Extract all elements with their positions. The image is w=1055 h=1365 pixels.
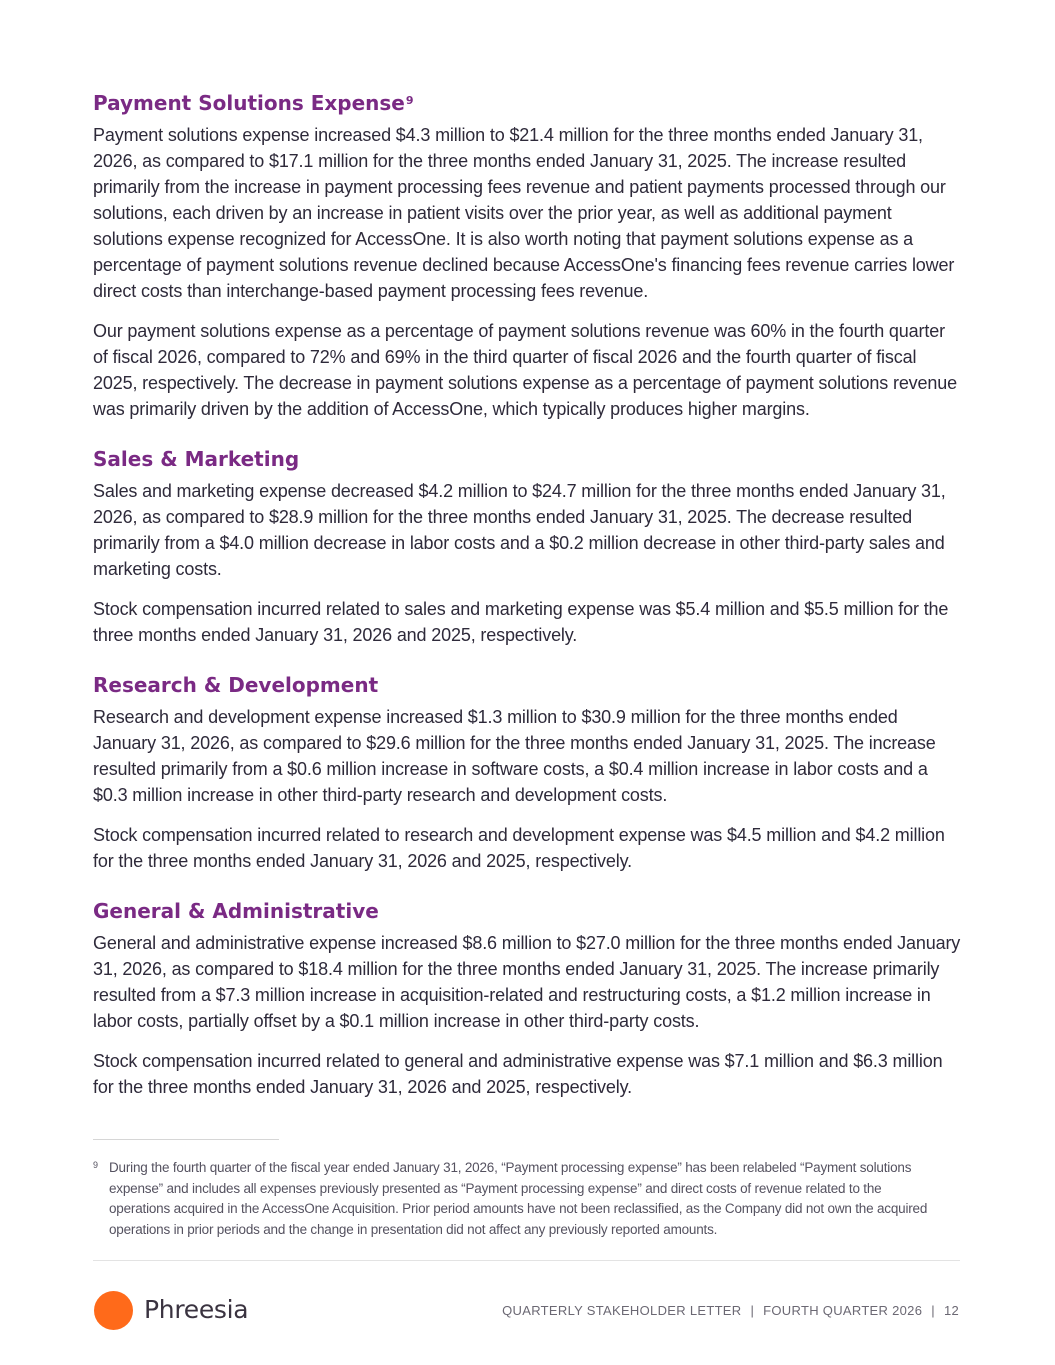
section-research-development (93, 670, 963, 874)
paragraph: Payment solutions expense increased $4.3 million to $21.4 million for the three months ended January 31, 2026, as compared to $17.1 million for the three months ended January 31, 2025. The increase resulted primarily from the increase in payment processing fees revenue and patient payments processed through our solutions, each driven by an increase in patient visits over the prior year, as well as additional payment solutions expense recognized for AccessOne. It is also worth noting that payment solutions expense as a percentage of payment solutions revenue declined because AccessOne's financing fees revenue carries lower direct costs than interchange-based payment processing fees revenue. (93, 125, 955, 301)
section-heading: Sales & Marketing (93, 447, 300, 471)
footer-separator: | (750, 1303, 755, 1318)
document-title: QUARTERLY STAKEHOLDER LETTER (502, 1303, 742, 1318)
section-heading: General & Administrative (93, 899, 379, 923)
reporting-period: FOURTH QUARTER 2026 (763, 1303, 923, 1318)
footnote (93, 1158, 943, 1240)
paragraph: Sales and marketing expense decreased $4.2 million to $24.7 million for the three months ended January 31, 2026, as compared to $28.9 million for the three months ended January 31, 2025. The decrease resulted primarily from a $4.0 million decrease in labor costs and a $0.2 million decrease in other third-party sales and marketing costs. (93, 481, 946, 579)
footnote-mark: 9 (93, 1160, 98, 1170)
paragraph: Stock compensation incurred related to sales and marketing expense was $5.4 million and $5.5 million for the three months ended January 31, 2026 and 2025, respectively. (93, 599, 949, 645)
paragraph: General and administrative expense increased $8.6 million to $27.0 million for the three months ended January 31, 2026, as compared to $18.4 million for the three months ended January 31, 2025. The increase primarily resulted from a $7.3 million increase in acquisition-related and restructuring costs, a $1.2 million increase in labor costs, partially offset by a $0.1 million increase in other third-party costs. (93, 933, 961, 1031)
phreesia-logo-icon (94, 1291, 133, 1330)
paragraph: Stock compensation incurred related to research and development expense was $4.5 million and $4.2 million for the three months ended January 31, 2026 and 2025, respectively. (93, 825, 945, 871)
footer-info (502, 1302, 959, 1320)
footer-separator: | (931, 1303, 935, 1318)
brand-name: Phreesia (144, 1295, 249, 1324)
section-sales-marketing (93, 444, 963, 648)
footnote-text: During the fourth quarter of the fiscal year ended January 31, 2026, “Payment processing expense” has been relabeled “Payment solutions expense” and includes all expenses previously presented as “Payment processing expense” and direct costs of revenue related to the operations acquired in the AccessOne Acquisition. Prior period amounts have not been reclassified, as the Company did not own the acquired operations in prior periods and the change in presentation did not affect any previously reported amounts. (109, 1160, 928, 1237)
section-heading: Payment Solutions Expense$^9$ (93, 91, 414, 115)
footer-divider (93, 1260, 960, 1261)
paragraph: Stock compensation incurred related to general and administrative expense was $7.1 million and $6.3 million for the three months ended January 31, 2026 and 2025, respectively. (93, 1051, 943, 1097)
section-general-administrative (93, 896, 963, 1100)
page-number: 12 (943, 1303, 959, 1318)
footnote-divider (93, 1139, 279, 1140)
document-body (93, 88, 963, 1114)
paragraph: Research and development expense increased $1.3 million to $30.9 million for the three months ended January 31, 2026, as compared to $29.6 million for the three months ended January 31, 2025. The increase resulted primarily from a $0.6 million increase in software costs, a $0.4 million increase in labor costs and a $0.3 million increase in other third-party research and development costs. (93, 707, 936, 805)
section-payment-solutions-expense (93, 88, 963, 422)
section-heading: Research & Development (93, 673, 379, 697)
paragraph: Our payment solutions expense as a percentage of payment solutions revenue was 60% in the fourth quarter of fiscal 2026, compared to 72% and 69% in the third quarter of fiscal 2026 and the fourth quarter of fiscal 2025, respectively. The decrease in payment solutions expense as a percentage of payment solutions revenue was primarily driven by the addition of AccessOne, which typically produces higher margins. (93, 321, 957, 419)
footnote-reference[interactable]: 9 (405, 94, 414, 107)
